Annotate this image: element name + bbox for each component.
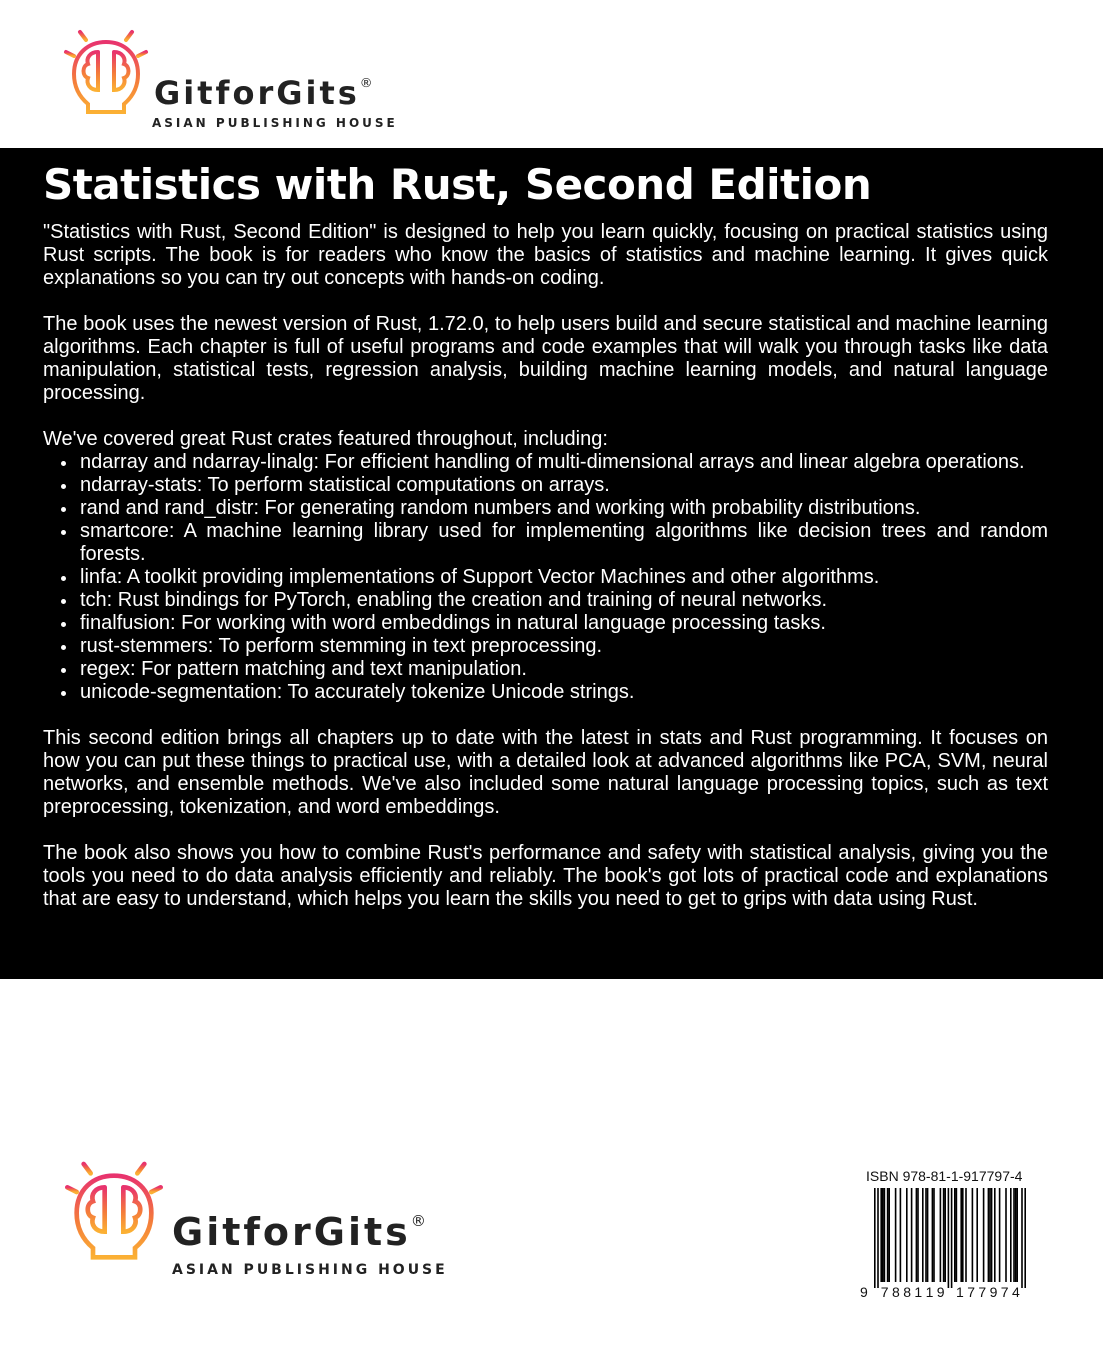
- barcode-digit: 7: [1000, 1284, 1009, 1300]
- closing-paragraph: This second edition brings all chapters up to date with the latest in stats and Rust programming. It focuses on how you can put these things to practical use, with a detailed look at advanced algorithms like PCA, SVM, neural networks, and ensemble methods. We've also included some natural language processing topics, such as text preprocessing, tokenization, and word embeddings.: [43, 727, 1048, 818]
- list-item: regex: For pattern matching and text manipulation.: [80, 658, 1048, 681]
- barcode-bar: [1010, 1188, 1012, 1282]
- barcode-bar: [927, 1188, 929, 1282]
- barcode-bar: [994, 1188, 996, 1282]
- publisher-name: GitforGits®: [154, 74, 373, 112]
- barcode-bar: [989, 1188, 991, 1282]
- barcode-bar: [932, 1188, 934, 1282]
- barcode-bar: [940, 1188, 942, 1282]
- barcode-icon: [858, 1188, 1040, 1288]
- barcode-bar: [972, 1188, 974, 1282]
- barcode-bar: [1005, 1188, 1007, 1282]
- list-item: ndarray and ndarray-linalg: For efficient handling of multi-dimensional arrays and linear algebra operations.: [80, 451, 1048, 474]
- barcode-digit: 7: [967, 1284, 975, 1300]
- barcode-bar: [933, 1188, 935, 1282]
- publisher-tagline: ASIAN PUBLISHING HOUSE: [152, 116, 398, 130]
- barcode-bar: [874, 1188, 876, 1288]
- list-item: tch: Rust bindings for PyTorch, enabling the creation and training of neural networks.: [80, 589, 1048, 612]
- barcode-bar: [900, 1188, 902, 1282]
- intro-paragraph: "Statistics with Rust, Second Edition" is designed to help you learn quickly, focusing on practical statistics using Rust scripts. The book is for readers who know the basics of statistics and machine learning. It gives quick explanations so you can try out concepts with hands-on coding.: [43, 221, 1048, 289]
- list-item: rand and rand_distr: For generating random numbers and working with probability distributions.: [80, 497, 1048, 520]
- list-item: rust-stemmers: To perform stemming in text preprocessing.: [80, 635, 1048, 658]
- description-body: [43, 221, 1048, 934]
- barcode-digit: 1: [956, 1284, 964, 1300]
- barcode-digit: 9: [860, 1284, 868, 1300]
- barcode-bar: [877, 1188, 879, 1288]
- book-title: Statistics with Rust, Second Edition: [43, 160, 872, 209]
- barcode-bar: [943, 1188, 945, 1282]
- description-panel: [0, 148, 1103, 979]
- list-item: ndarray-stats: To perform statistical computations on arrays.: [80, 474, 1048, 497]
- barcode-bar: [888, 1188, 890, 1282]
- barcode-bar: [884, 1188, 886, 1282]
- barcode-bar: [1021, 1188, 1023, 1288]
- barcode-bar: [882, 1188, 884, 1282]
- barcode-digit: 1: [925, 1284, 934, 1300]
- barcode-bar: [895, 1188, 897, 1282]
- barcode-bar: [948, 1188, 950, 1288]
- barcode-bar: [887, 1188, 889, 1282]
- barcode-bar: [988, 1188, 990, 1282]
- publisher-logo-top: [58, 22, 398, 138]
- barcode-digit: 9: [936, 1284, 945, 1300]
- barcode-bar: [954, 1188, 956, 1282]
- barcode-bar: [906, 1188, 908, 1282]
- barcode-bar: [880, 1188, 882, 1282]
- barcode-bar: [962, 1188, 964, 1282]
- barcode-bar: [1016, 1188, 1018, 1282]
- barcode-bar: [1015, 1188, 1017, 1282]
- list-item: finalfusion: For working with word embeddings in natural language processing tasks.: [80, 612, 1048, 635]
- barcode-bar: [1024, 1188, 1026, 1288]
- barcode-bar: [917, 1188, 919, 1282]
- barcode-digit: 7: [880, 1284, 889, 1300]
- barcode-bar: [983, 1188, 985, 1282]
- barcode-bar: [991, 1188, 993, 1282]
- isbn-label: ISBN 978-81-1-917797-4: [866, 1168, 1023, 1184]
- list-item: unicode-segmentation: To accurately tokenize Unicode strings.: [80, 681, 1048, 704]
- publisher-tagline: ASIAN PUBLISHING HOUSE: [172, 1262, 448, 1278]
- barcode-digit: 8: [892, 1284, 900, 1300]
- closing-paragraph: The book also shows you how to combine Rust's performance and safety with statistical analysis, giving you the tools you need to do data analysis efficiently and reliably. The book's got lots of practical code and explanations that are easy to understand, which helps you learn the skills you need to get to grips with data using Rust.: [43, 842, 1048, 910]
- crates-intro: We've covered great Rust crates featured throughout, including:: [43, 428, 608, 450]
- lightbulb-brain-icon: [58, 1152, 170, 1288]
- barcode-digit: 7: [978, 1284, 987, 1300]
- barcode-bar: [976, 1188, 978, 1282]
- barcode-bar: [960, 1188, 962, 1282]
- barcode-digit: 4: [1012, 1284, 1020, 1300]
- barcode-bar: [956, 1188, 958, 1282]
- barcode-bar: [999, 1188, 1001, 1282]
- publisher-name: GitforGits®: [172, 1210, 426, 1254]
- barcode-bar: [925, 1188, 927, 1282]
- barcode-bar: [911, 1188, 913, 1282]
- barcode-digit: 9: [989, 1284, 998, 1300]
- list-item: linfa: A toolkit providing implementations of Support Vector Machines and other algorithms.: [80, 566, 1048, 589]
- barcode-bar: [965, 1188, 967, 1282]
- barcode-bar: [922, 1188, 924, 1282]
- barcode-digit: 1: [914, 1284, 923, 1300]
- barcode-bar: [916, 1188, 918, 1282]
- barcode-bar: [1013, 1188, 1015, 1282]
- lightbulb-brain-icon: [58, 22, 154, 138]
- publisher-logo-bottom: [58, 1152, 458, 1288]
- barcode-bar: [951, 1188, 953, 1288]
- list-item: smartcore: A machine learning library used for implementing algorithms like decision trees and random forests.: [80, 520, 1048, 565]
- barcode-bar: [944, 1188, 946, 1282]
- isbn-barcode-block: [858, 1166, 1040, 1310]
- intro-paragraph: The book uses the newest version of Rust, 1.72.0, to help users build and secure statistical and machine learning algorithms. Each chapter is full of useful programs and code examples that will walk you through tasks like data manipulation, statistical tests, regression analysis, building machine learning models, and natural language processing.: [43, 313, 1048, 404]
- barcode-digit: 8: [903, 1284, 911, 1300]
- crates-list: [43, 451, 1048, 704]
